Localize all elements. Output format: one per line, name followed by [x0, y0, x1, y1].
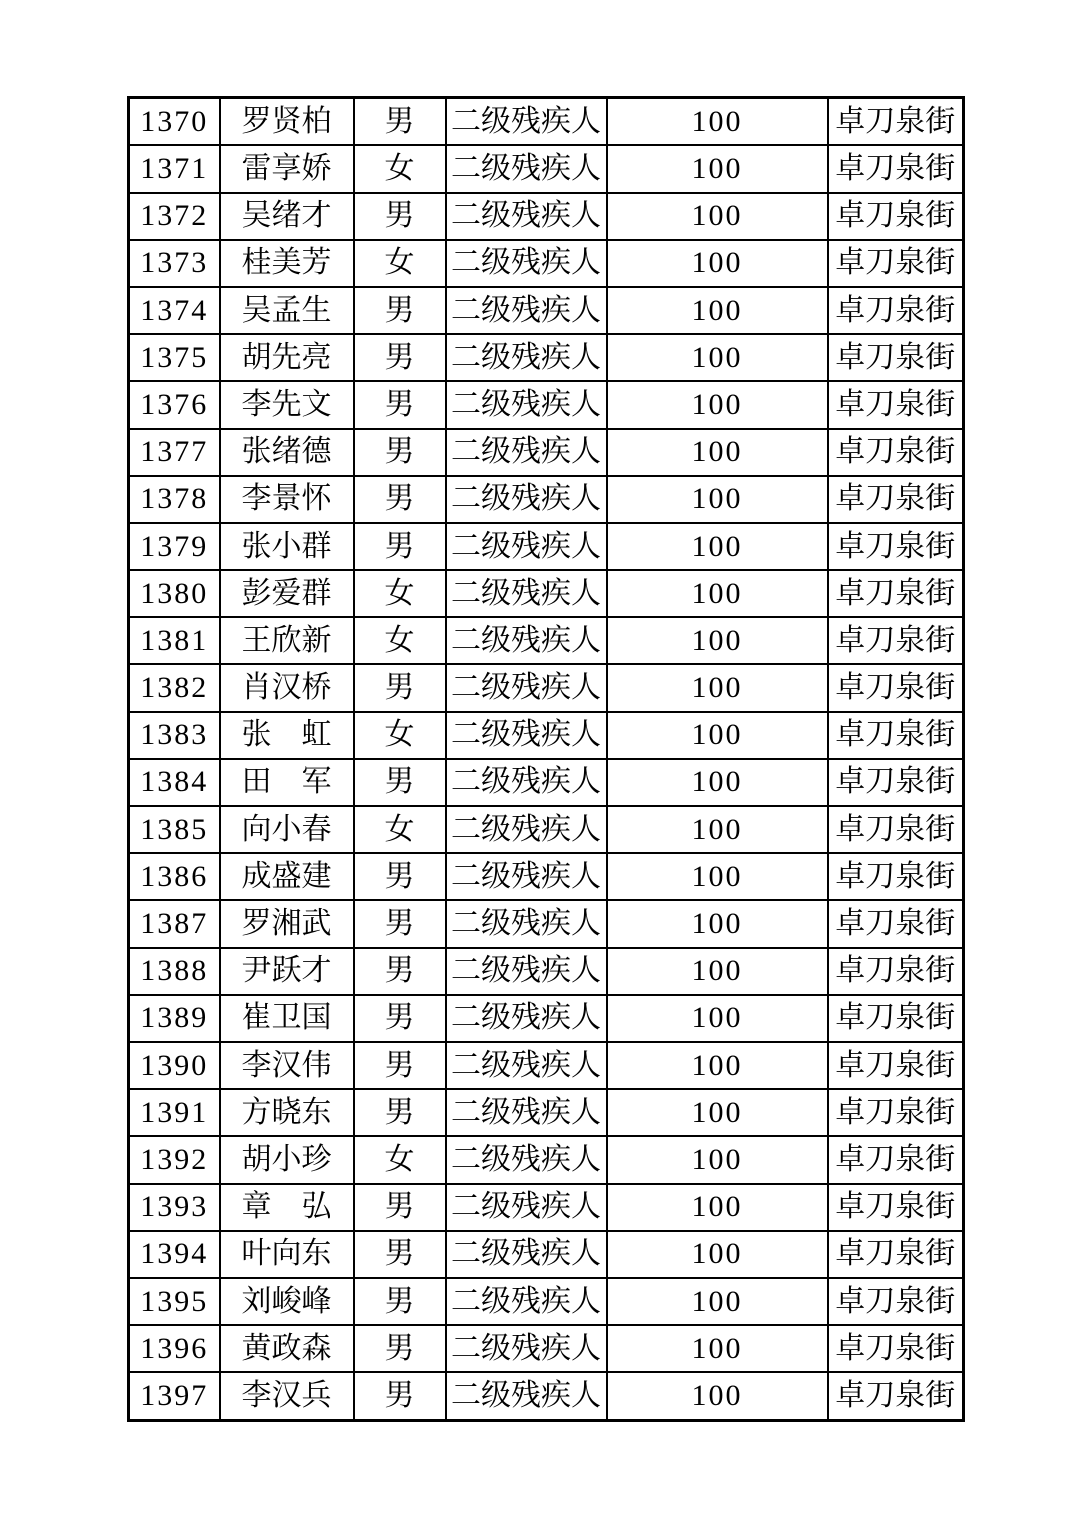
serial-number-cell: 1376: [129, 381, 220, 428]
name-cell: 桂美芳: [220, 240, 354, 287]
serial-number-cell: 1373: [129, 240, 220, 287]
name-cell: 罗贤柏: [220, 98, 354, 146]
amount-cell: 100: [607, 1042, 828, 1089]
name-cell: 尹跃才: [220, 948, 354, 995]
table-row: [129, 476, 964, 523]
table-row: [129, 429, 964, 476]
category-cell: 二级残疾人: [446, 995, 607, 1042]
table-row: [129, 287, 964, 334]
name-cell: 王欣新: [220, 617, 354, 664]
category-cell: 二级残疾人: [446, 240, 607, 287]
gender-cell: 男: [354, 287, 446, 334]
name-cell: 刘峻峰: [220, 1278, 354, 1325]
gender-cell: 男: [354, 334, 446, 381]
street-cell: 卓刀泉街: [828, 334, 964, 381]
category-cell: 二级残疾人: [446, 900, 607, 947]
amount-cell: 100: [607, 570, 828, 617]
table-row: [129, 1325, 964, 1372]
table-row: [129, 1372, 964, 1420]
street-cell: 卓刀泉街: [828, 570, 964, 617]
name-cell: 胡先亮: [220, 334, 354, 381]
table-row: [129, 948, 964, 995]
category-cell: 二级残疾人: [446, 1042, 607, 1089]
category-cell: 二级残疾人: [446, 948, 607, 995]
table-row: [129, 523, 964, 570]
table-row: [129, 334, 964, 381]
street-cell: 卓刀泉街: [828, 287, 964, 334]
category-cell: 二级残疾人: [446, 1184, 607, 1231]
street-cell: 卓刀泉街: [828, 853, 964, 900]
table-row: [129, 853, 964, 900]
amount-cell: 100: [607, 98, 828, 146]
gender-cell: 男: [354, 381, 446, 428]
amount-cell: 100: [607, 1184, 828, 1231]
table-row: [129, 240, 964, 287]
gender-cell: 男: [354, 995, 446, 1042]
table-row: [129, 900, 964, 947]
serial-number-cell: 1396: [129, 1325, 220, 1372]
serial-number-cell: 1395: [129, 1278, 220, 1325]
street-cell: 卓刀泉街: [828, 664, 964, 711]
table-row: [129, 759, 964, 806]
category-cell: 二级残疾人: [446, 145, 607, 192]
category-cell: 二级残疾人: [446, 853, 607, 900]
category-cell: 二级残疾人: [446, 759, 607, 806]
table-row: [129, 712, 964, 759]
amount-cell: 100: [607, 712, 828, 759]
gender-cell: 男: [354, 664, 446, 711]
serial-number-cell: 1379: [129, 523, 220, 570]
category-cell: 二级残疾人: [446, 476, 607, 523]
amount-cell: 100: [607, 381, 828, 428]
amount-cell: 100: [607, 334, 828, 381]
serial-number-cell: 1386: [129, 853, 220, 900]
category-cell: 二级残疾人: [446, 381, 607, 428]
category-cell: 二级残疾人: [446, 617, 607, 664]
serial-number-cell: 1377: [129, 429, 220, 476]
table-row: [129, 193, 964, 240]
gender-cell: 男: [354, 853, 446, 900]
name-cell: 向小春: [220, 806, 354, 853]
street-cell: 卓刀泉街: [828, 381, 964, 428]
category-cell: 二级残疾人: [446, 1372, 607, 1420]
gender-cell: 男: [354, 1089, 446, 1136]
serial-number-cell: 1391: [129, 1089, 220, 1136]
street-cell: 卓刀泉街: [828, 759, 964, 806]
street-cell: 卓刀泉街: [828, 476, 964, 523]
amount-cell: 100: [607, 995, 828, 1042]
street-cell: 卓刀泉街: [828, 900, 964, 947]
street-cell: 卓刀泉街: [828, 145, 964, 192]
serial-number-cell: 1389: [129, 995, 220, 1042]
gender-cell: 女: [354, 145, 446, 192]
street-cell: 卓刀泉街: [828, 98, 964, 146]
street-cell: 卓刀泉街: [828, 1042, 964, 1089]
gender-cell: 女: [354, 617, 446, 664]
table-row: [129, 664, 964, 711]
table-row: [129, 617, 964, 664]
category-cell: 二级残疾人: [446, 806, 607, 853]
amount-cell: 100: [607, 429, 828, 476]
serial-number-cell: 1390: [129, 1042, 220, 1089]
serial-number-cell: 1383: [129, 712, 220, 759]
name-cell: 成盛建: [220, 853, 354, 900]
beneficiary-table: [127, 96, 965, 1422]
gender-cell: 男: [354, 98, 446, 146]
street-cell: 卓刀泉街: [828, 712, 964, 759]
serial-number-cell: 1388: [129, 948, 220, 995]
gender-cell: 女: [354, 806, 446, 853]
name-cell: 方晓东: [220, 1089, 354, 1136]
category-cell: 二级残疾人: [446, 1231, 607, 1278]
street-cell: 卓刀泉街: [828, 240, 964, 287]
gender-cell: 男: [354, 429, 446, 476]
table-row: [129, 98, 964, 146]
category-cell: 二级残疾人: [446, 98, 607, 146]
table-row: [129, 1136, 964, 1183]
serial-number-cell: 1370: [129, 98, 220, 146]
street-cell: 卓刀泉街: [828, 193, 964, 240]
gender-cell: 男: [354, 1231, 446, 1278]
serial-number-cell: 1374: [129, 287, 220, 334]
amount-cell: 100: [607, 476, 828, 523]
category-cell: 二级残疾人: [446, 1325, 607, 1372]
table-row: [129, 1184, 964, 1231]
serial-number-cell: 1381: [129, 617, 220, 664]
serial-number-cell: 1393: [129, 1184, 220, 1231]
gender-cell: 男: [354, 476, 446, 523]
name-cell: 张绪德: [220, 429, 354, 476]
name-cell: 肖汉桥: [220, 664, 354, 711]
name-cell: 罗湘武: [220, 900, 354, 947]
name-cell: 张 虹: [220, 712, 354, 759]
name-cell: 彭爱群: [220, 570, 354, 617]
street-cell: 卓刀泉街: [828, 1325, 964, 1372]
serial-number-cell: 1372: [129, 193, 220, 240]
amount-cell: 100: [607, 1136, 828, 1183]
category-cell: 二级残疾人: [446, 429, 607, 476]
gender-cell: 女: [354, 240, 446, 287]
category-cell: 二级残疾人: [446, 1136, 607, 1183]
street-cell: 卓刀泉街: [828, 1372, 964, 1420]
serial-number-cell: 1392: [129, 1136, 220, 1183]
amount-cell: 100: [607, 523, 828, 570]
category-cell: 二级残疾人: [446, 193, 607, 240]
table-row: [129, 145, 964, 192]
name-cell: 田 军: [220, 759, 354, 806]
amount-cell: 100: [607, 617, 828, 664]
street-cell: 卓刀泉街: [828, 523, 964, 570]
amount-cell: 100: [607, 853, 828, 900]
table-row: [129, 570, 964, 617]
table-row: [129, 381, 964, 428]
serial-number-cell: 1382: [129, 664, 220, 711]
name-cell: 雷享娇: [220, 145, 354, 192]
gender-cell: 男: [354, 1325, 446, 1372]
name-cell: 张小群: [220, 523, 354, 570]
street-cell: 卓刀泉街: [828, 1278, 964, 1325]
gender-cell: 男: [354, 523, 446, 570]
name-cell: 章 弘: [220, 1184, 354, 1231]
gender-cell: 男: [354, 948, 446, 995]
serial-number-cell: 1371: [129, 145, 220, 192]
category-cell: 二级残疾人: [446, 334, 607, 381]
gender-cell: 男: [354, 759, 446, 806]
amount-cell: 100: [607, 1372, 828, 1420]
gender-cell: 男: [354, 1184, 446, 1231]
serial-number-cell: 1397: [129, 1372, 220, 1420]
gender-cell: 女: [354, 570, 446, 617]
serial-number-cell: 1394: [129, 1231, 220, 1278]
amount-cell: 100: [607, 759, 828, 806]
amount-cell: 100: [607, 145, 828, 192]
serial-number-cell: 1387: [129, 900, 220, 947]
category-cell: 二级残疾人: [446, 523, 607, 570]
serial-number-cell: 1384: [129, 759, 220, 806]
street-cell: 卓刀泉街: [828, 948, 964, 995]
gender-cell: 男: [354, 1278, 446, 1325]
street-cell: 卓刀泉街: [828, 429, 964, 476]
gender-cell: 男: [354, 193, 446, 240]
table-row: [129, 1278, 964, 1325]
gender-cell: 女: [354, 712, 446, 759]
gender-cell: 男: [354, 1042, 446, 1089]
street-cell: 卓刀泉街: [828, 1184, 964, 1231]
street-cell: 卓刀泉街: [828, 1231, 964, 1278]
table-row: [129, 995, 964, 1042]
category-cell: 二级残疾人: [446, 712, 607, 759]
name-cell: 李先文: [220, 381, 354, 428]
amount-cell: 100: [607, 1278, 828, 1325]
street-cell: 卓刀泉街: [828, 1136, 964, 1183]
amount-cell: 100: [607, 948, 828, 995]
amount-cell: 100: [607, 806, 828, 853]
gender-cell: 男: [354, 900, 446, 947]
amount-cell: 100: [607, 193, 828, 240]
serial-number-cell: 1385: [129, 806, 220, 853]
table-row: [129, 1042, 964, 1089]
name-cell: 叶向东: [220, 1231, 354, 1278]
name-cell: 吴绪才: [220, 193, 354, 240]
category-cell: 二级残疾人: [446, 570, 607, 617]
amount-cell: 100: [607, 900, 828, 947]
category-cell: 二级残疾人: [446, 1089, 607, 1136]
name-cell: 李汉兵: [220, 1372, 354, 1420]
name-cell: 李汉伟: [220, 1042, 354, 1089]
name-cell: 吴孟生: [220, 287, 354, 334]
amount-cell: 100: [607, 287, 828, 334]
street-cell: 卓刀泉街: [828, 1089, 964, 1136]
amount-cell: 100: [607, 1325, 828, 1372]
table-row: [129, 806, 964, 853]
amount-cell: 100: [607, 1089, 828, 1136]
gender-cell: 男: [354, 1372, 446, 1420]
table-row: [129, 1089, 964, 1136]
category-cell: 二级残疾人: [446, 664, 607, 711]
category-cell: 二级残疾人: [446, 287, 607, 334]
amount-cell: 100: [607, 664, 828, 711]
table-row: [129, 1231, 964, 1278]
name-cell: 胡小珍: [220, 1136, 354, 1183]
amount-cell: 100: [607, 240, 828, 287]
serial-number-cell: 1378: [129, 476, 220, 523]
name-cell: 李景怀: [220, 476, 354, 523]
category-cell: 二级残疾人: [446, 1278, 607, 1325]
serial-number-cell: 1375: [129, 334, 220, 381]
amount-cell: 100: [607, 1231, 828, 1278]
name-cell: 崔卫国: [220, 995, 354, 1042]
street-cell: 卓刀泉街: [828, 806, 964, 853]
gender-cell: 女: [354, 1136, 446, 1183]
street-cell: 卓刀泉街: [828, 995, 964, 1042]
street-cell: 卓刀泉街: [828, 617, 964, 664]
beneficiary-table-body: [129, 98, 964, 1421]
serial-number-cell: 1380: [129, 570, 220, 617]
name-cell: 黄政森: [220, 1325, 354, 1372]
